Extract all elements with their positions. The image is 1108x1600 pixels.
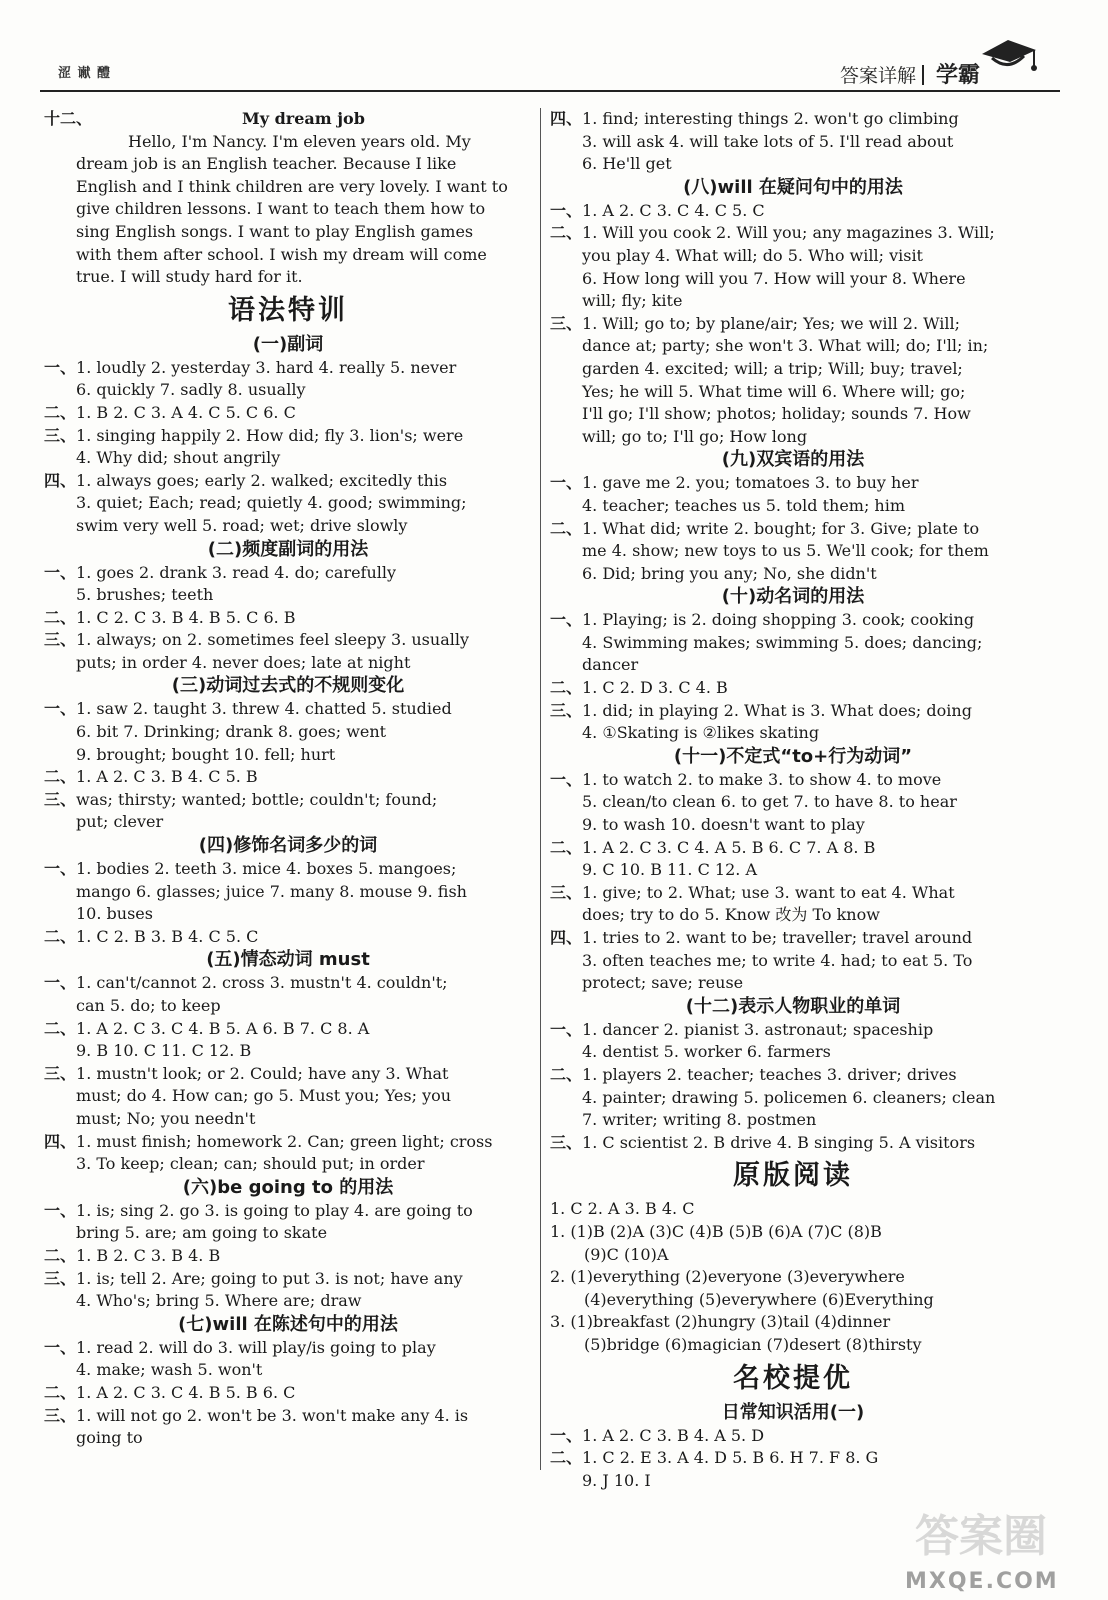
answer-line: 1. A 2. C 3. C 4. C 5. C xyxy=(582,200,765,220)
answer-line: 7. writer; writing 8. postmen xyxy=(582,1110,817,1130)
brand-name: 学霸 xyxy=(935,63,980,88)
answer-line: 6. Did; bring you any; No, she didn't xyxy=(582,563,877,583)
answer-line: can 5. do; to keep xyxy=(76,996,221,1015)
answer-line: will; go to; I'll go; How long xyxy=(582,426,808,446)
reading-section-title: 原版阅读 xyxy=(733,1160,853,1192)
item-label: 二、 xyxy=(44,1382,77,1402)
answer-line: 1. did; in playing 2. What is 3. What does; doing xyxy=(582,700,972,720)
answer-line: 1. bodies 2. teeth 3. mice 4. boxes 5. mangoes; xyxy=(76,859,457,879)
answer-line: 1. (1)B (2)A (3)C (4)B (5)B (6)A (7)C (8)B xyxy=(550,1221,882,1241)
item-label: 二、 xyxy=(550,518,583,538)
answer-line: 1. A 2. C 3. B 4. C 5. B xyxy=(76,767,258,787)
section-title: (九)双宾语的用法 xyxy=(721,449,865,471)
main-section-title: 语法特训 xyxy=(228,294,348,326)
answer-line: garden 4. excited; will; a trip; Will; buy; travel; xyxy=(582,358,963,378)
answer-line: 1. can't/cannot 2. cross 3. mustn't 4. couldn't; xyxy=(76,973,448,993)
item-label: 一、 xyxy=(44,562,77,582)
answer-line: 10. buses xyxy=(76,904,153,924)
answer-line: 1. B 2. C 3. B 4. B xyxy=(76,1245,221,1265)
answer-line: 1. dancer 2. pianist 3. astronaut; spaceship xyxy=(582,1019,934,1039)
school-section-title: 名校提优 xyxy=(733,1362,853,1394)
answer-line: 4. Swimming makes; swimming 5. does; dancing; xyxy=(582,632,983,652)
item-label: 三、 xyxy=(44,789,77,809)
item-label: 二、 xyxy=(44,767,77,787)
section-title: (十二)表示人物职业的单词 xyxy=(685,995,901,1017)
item-label: 三、 xyxy=(550,313,583,333)
section-title: (七)will 在陈述句中的用法 xyxy=(178,1313,398,1335)
answer-line: 1. A 2. C 3. C 4. B 5. A 6. B 7. C 8. A xyxy=(76,1018,370,1038)
answer-line: 5. clean/to clean 6. to get 7. to have 8. to hear xyxy=(582,792,957,812)
answer-line: 1. always goes; early 2. walked; excitedly this xyxy=(76,470,448,490)
answer-line: 1. C scientist 2. B drive 4. B singing 5. A visitors xyxy=(582,1132,976,1152)
item-label: 四、 xyxy=(550,109,583,128)
answer-line: 1. Playing; is 2. doing shopping 3. cook; cooking xyxy=(582,610,975,630)
answer-line: 1. will not go 2. won't be 3. won't make any 4. is xyxy=(76,1405,469,1425)
answer-line: bring 5. are; am going to skate xyxy=(76,1223,328,1243)
watermark-site: MXQE.COM xyxy=(905,1569,1059,1594)
page-header xyxy=(40,52,1060,92)
answer-line: 1. Will you cook 2. Will you; any magazines 3. Will; xyxy=(582,223,995,243)
item-label: 三、 xyxy=(44,1405,77,1425)
item-label: 一、 xyxy=(550,769,583,789)
answer-line: 1. C 2. C 3. B 4. B 5. C 6. B xyxy=(76,607,296,627)
item-label: 二、 xyxy=(44,1245,77,1265)
answer-line: swim very well 5. road; wet; drive slowly xyxy=(76,515,408,535)
answer-line: 1. singing happily 2. How did; fly 3. lion's; were xyxy=(76,425,464,445)
answer-line: 9. B 10. C 11. C 12. B xyxy=(76,1041,252,1061)
answer-line: 4. ①Skating is ②likes skating xyxy=(582,723,820,743)
answer-line: 1. saw 2. taught 3. threw 4. chatted 5. studied xyxy=(76,699,452,719)
answer-line: put; clever xyxy=(76,812,164,832)
section-title: (十一)不定式“to+行为动词” xyxy=(673,745,913,767)
item-label: 三、 xyxy=(44,1268,77,1288)
essay-line: with them after school. I wish my dream will come xyxy=(76,244,487,264)
answer-line: 6. quickly 7. sadly 8. usually xyxy=(76,380,306,400)
answer-line: dancer xyxy=(582,655,639,675)
answer-line: was; thirsty; wanted; bottle; couldn't; found; xyxy=(76,789,438,809)
item-label: 一、 xyxy=(44,1200,77,1220)
essay-line: dream job is an English teacher. Because I like xyxy=(76,154,457,174)
item-label: 二、 xyxy=(44,926,77,946)
item-label: 二、 xyxy=(550,223,583,243)
item-label: 一、 xyxy=(44,1337,77,1357)
answer-line: I'll go; I'll show; photos; holiday; sounds 7. How xyxy=(582,404,971,424)
answer-line: 3. often teaches me; to write 4. had; to eat 5. To xyxy=(582,950,973,970)
answer-line: 9. C 10. B 11. C 12. A xyxy=(582,860,757,880)
answer-line: 1. to watch 2. to make 3. to show 4. to move xyxy=(582,769,942,789)
section-title: (十)动名词的用法 xyxy=(721,586,865,608)
answer-line: 1. tries to 2. want to be; traveller; travel around xyxy=(582,928,973,947)
item-label: 三、 xyxy=(44,630,77,650)
answer-line: 4. teacher; teaches us 5. told them; him xyxy=(582,495,906,515)
section-title: (一)副词 xyxy=(252,333,324,355)
watermark-logo: 答案圈 xyxy=(915,1511,1047,1562)
item-label: 一、 xyxy=(44,973,77,993)
column-divider xyxy=(540,108,541,1470)
answer-line: 6. He'll get xyxy=(582,154,672,174)
answer-line: 1. C 2. E 3. A 4. D 5. B 6. H 7. F 8. G xyxy=(582,1448,879,1468)
answer-line: 3. (1)breakfast (2)hungry (3)tail (4)dinner xyxy=(550,1312,891,1332)
item-label: 二、 xyxy=(44,607,77,627)
item-label: 四、 xyxy=(44,470,77,490)
answer-line: 1. A 2. C 3. C 4. B 5. B 6. C xyxy=(76,1382,296,1402)
answer-line: protect; save; reuse xyxy=(582,973,744,993)
essay-line: sing English songs. I want to play English games xyxy=(76,221,474,241)
answer-line: does; try to do 5. Know 改为 To know xyxy=(582,905,880,925)
answer-line: (5)bridge (6)magician (7)desert (8)thirsty xyxy=(584,1334,922,1354)
header-mark: 涩 谳 醴 xyxy=(58,66,112,81)
answer-line: 4. make; wash 5. won't xyxy=(76,1360,263,1380)
item-label: 二、 xyxy=(550,1448,583,1468)
answer-line: 1. is; sing 2. go 3. is going to play 4. are going to xyxy=(76,1200,473,1220)
answer-line: 1. loudly 2. yesterday 3. hard 4. really 5. never xyxy=(76,357,457,377)
item-label: 二、 xyxy=(44,402,77,422)
answer-line: 3. To keep; clean; can; should put; in order xyxy=(76,1154,425,1174)
answer-line: 3. quiet; Each; read; quietly 4. good; swimming; xyxy=(76,493,467,513)
section-title: (八)will 在疑问句中的用法 xyxy=(683,176,903,198)
item-label: 一、 xyxy=(44,699,77,719)
item-label: 四、 xyxy=(44,1131,77,1151)
answer-line: 1. find; interesting things 2. won't go climbing xyxy=(582,109,959,128)
answer-line: 1. C 2. A 3. B 4. C xyxy=(550,1199,695,1219)
answer-line: 4. painter; drawing 5. policemen 6. cleaners; clean xyxy=(582,1087,996,1107)
answer-line: 1. players 2. teacher; teaches 3. driver; drives xyxy=(582,1064,957,1084)
answer-line: Yes; he will 5. What time will 6. Where will; go; xyxy=(582,381,966,401)
answer-line: you play 4. What will; do 5. Who will; visit xyxy=(582,245,923,265)
answer-line: puts; in order 4. never does; late at night xyxy=(76,652,411,672)
item-label: 四、 xyxy=(550,928,583,947)
answer-line: 5. brushes; teeth xyxy=(76,585,214,605)
answer-line: 1. give; to 2. What; use 3. want to eat 4. What xyxy=(582,882,955,902)
answer-line: will; fly; kite xyxy=(582,291,683,311)
answer-line: 1. A 2. C 3. B 4. A 5. D xyxy=(582,1425,765,1445)
essay-line: English and I think children are very lovely. I want to xyxy=(76,176,508,196)
answer-line: mango 6. glasses; juice 7. many 8. mouse 9. fish xyxy=(76,881,467,901)
site-watermark xyxy=(905,1500,1095,1600)
item-label: 一、 xyxy=(550,200,583,220)
answer-line: 1. goes 2. drank 3. read 4. do; carefully xyxy=(76,562,397,582)
section-subtitle: 日常知识活用(一) xyxy=(721,1401,865,1423)
header-title xyxy=(840,58,980,89)
answer-line: 9. J 10. I xyxy=(582,1470,651,1490)
answer-line: 2. (1)everything (2)everyone (3)everywhere xyxy=(550,1267,905,1287)
answer-line: 4. dentist 5. worker 6. farmers xyxy=(582,1042,831,1062)
section-title: (二)频度副词的用法 xyxy=(207,538,369,560)
answer-line: going to xyxy=(76,1428,143,1448)
right-column xyxy=(550,108,1036,1492)
answer-line: 1. Will; go to; by plane/air; Yes; we will 2. Will; xyxy=(582,313,961,333)
answer-line: must; No; you needn't xyxy=(76,1108,256,1128)
section-title: (三)动词过去式的不规则变化 xyxy=(171,675,405,697)
answer-line: 9. brought; bought 10. fell; hurt xyxy=(76,744,336,764)
item-label: 一、 xyxy=(44,859,77,879)
section-label: 答案详解 xyxy=(839,65,916,87)
answer-line: dance at; party; she won't 3. What will; do; I'll; in; xyxy=(582,336,989,356)
item-label: 二、 xyxy=(550,837,583,857)
item-label: 一、 xyxy=(550,1019,583,1039)
section-title: (六)be going to 的用法 xyxy=(182,1176,394,1198)
answer-line: 1. gave me 2. you; tomatoes 3. to buy her xyxy=(582,473,919,493)
item-label: 三、 xyxy=(44,1063,77,1083)
answer-line: 4. Why did; shout angrily xyxy=(76,448,281,468)
answer-line: 1. must finish; homework 2. Can; green light; cross xyxy=(76,1131,493,1151)
answer-line: me 4. show; new toys to us 5. We'll cook; for them xyxy=(582,541,989,561)
left-column xyxy=(44,108,532,1450)
answer-line: 6. bit 7. Drinking; drank 8. goes; went xyxy=(76,722,387,742)
answer-line: 1. always; on 2. sometimes feel sleepy 3. usually xyxy=(76,630,470,650)
answer-line: 1. C 2. B 3. B 4. C 5. C xyxy=(76,926,259,946)
header-separator xyxy=(922,65,924,85)
answer-line: must; do 4. How can; go 5. Must you; Yes; you xyxy=(76,1086,452,1106)
item-label: 一、 xyxy=(44,357,77,377)
essay-title: My dream job xyxy=(242,109,365,128)
essay-line: true. I will study hard for it. xyxy=(76,267,303,287)
answer-line: 9. to wash 10. doesn't want to play xyxy=(582,815,865,835)
answer-line: 1. A 2. C 3. C 4. A 5. B 6. C 7. A 8. B xyxy=(582,837,876,857)
item-label: 二、 xyxy=(550,1064,583,1084)
answer-line: 1. mustn't look; or 2. Could; have any 3. What xyxy=(76,1063,449,1083)
section-title: (五)情态动词 must xyxy=(206,949,370,971)
essay-line: Hello, I'm Nancy. I'm eleven years old. My xyxy=(128,131,471,151)
item-label: 三、 xyxy=(550,882,583,902)
answer-line: 1. is; tell 2. Are; going to put 3. is not; have any xyxy=(76,1268,463,1288)
answer-line: 3. will ask 4. will take lots of 5. I'll read about xyxy=(582,131,954,151)
item-label: 一、 xyxy=(550,473,583,493)
item-label: 二、 xyxy=(44,1018,77,1038)
item-label: 二、 xyxy=(550,678,583,698)
answer-line: (4)everything (5)everywhere (6)Everything xyxy=(584,1289,934,1309)
answer-line: 1. read 2. will do 3. will play/is going to play xyxy=(76,1337,436,1357)
answer-line: 1. C 2. D 3. C 4. B xyxy=(582,678,728,698)
essay-label: 十二、 xyxy=(44,109,93,128)
answer-line: 6. How long will you 7. How will your 8. Where xyxy=(582,268,966,288)
graduation-cap-icon xyxy=(978,32,1038,76)
item-label: 三、 xyxy=(44,425,77,445)
answer-line: 1. B 2. C 3. A 4. C 5. C 6. C xyxy=(76,402,296,422)
essay-block xyxy=(44,108,532,289)
item-label: 一、 xyxy=(550,610,583,630)
section-title: (四)修饰名词多少的词 xyxy=(198,835,378,857)
item-label: 三、 xyxy=(550,700,583,720)
item-label: 三、 xyxy=(550,1132,583,1152)
answer-line: 4. Who's; bring 5. Where are; draw xyxy=(76,1291,362,1311)
header-rule xyxy=(40,90,1060,92)
answer-line: 1. What did; write 2. bought; for 3. Give; plate to xyxy=(582,518,980,538)
answer-line: (9)C (10)A xyxy=(584,1244,669,1264)
item-label: 一、 xyxy=(550,1425,583,1445)
essay-line: give children lessons. I want to teach them how to xyxy=(76,199,486,219)
